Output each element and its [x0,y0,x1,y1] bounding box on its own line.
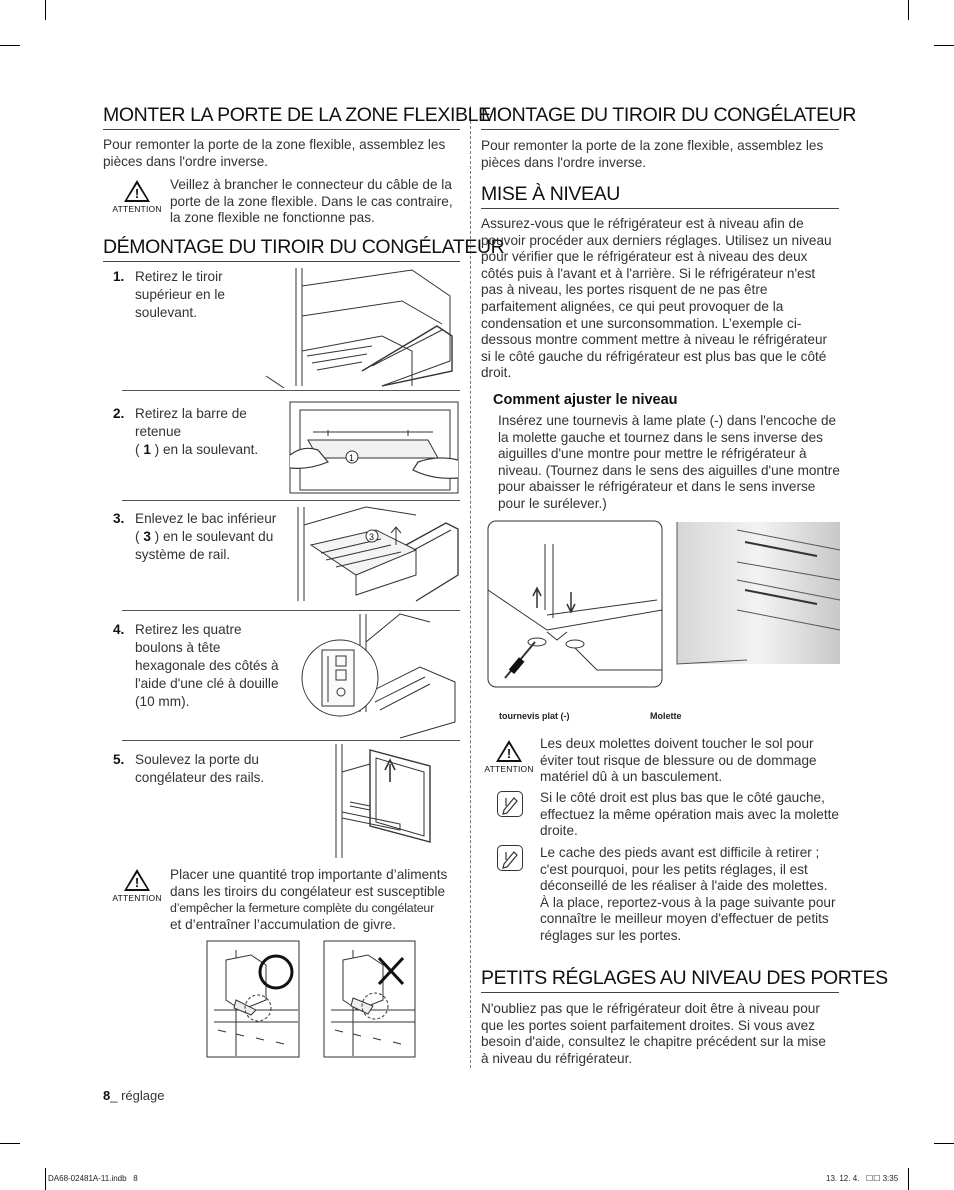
step-text: Retirez les quatre boulons à tête hexagonale des côtés à l'aide d'une clé à douille (10 mm). [135,622,279,709]
step-callout-ref: 3 [143,529,151,544]
step-text [135,405,270,459]
page-number: 8 [103,1088,111,1103]
attention-label: ATTENTION [112,893,162,903]
step-separator [122,740,460,741]
attention-icon: ! ATTENTION [112,180,162,214]
section-title-monter-porte: MONTER LA PORTE DE LA ZONE FLEXIBLE [103,104,491,126]
warning-molettes: Les deux molettes doivent toucher le sol pour éviter tout risque de blessure ou de dommage matériel dû à un basculement. [540,736,817,785]
crop-mark [908,1168,909,1190]
step-separator [122,500,460,501]
illustration-step-5 [330,742,442,860]
step-text: Retirez le tiroir supérieur en le soulevant. [135,269,225,320]
section-title-demontage: DÉMONTAGE DU TIROIR DU CONGÉLATEUR [103,236,505,258]
crop-mark [908,0,909,20]
note-icon [497,845,523,871]
step-separator [122,610,460,611]
step-text-c: ) en la soulevant. [154,442,259,457]
attention-icon: ! ATTENTION [112,869,162,903]
step-text-a: Enlevez le bac inférieur ( [135,511,277,544]
illustration-step-2 [288,400,460,495]
step-5 [113,751,283,785]
crop-mark [45,0,46,20]
step-callout-ref: 1 [143,442,151,457]
section-rule [481,992,839,993]
label-tournevis: tournevis plat (-) [499,711,570,721]
paragraph-monter-porte: Pour remonter la porte de la zone flexible, assemblez les pièces dans l'ordre inverse. [103,137,446,169]
callout-1: 1 [349,453,355,463]
paragraph-mise-a-niveau: Assurez-vous que le réfrigérateur est à niveau afin de pouvoir procéder aux derniers réglages. Utilisez un niveau pour vérifier que le réfrigérateur est à niveau des deux côtés puis à l'avant et à l'arrière. Si le réfrigérateur n'est pas à niveau, les portes risquent de ne pas être parfaitement alignées, ce qui peut provoquer de la condensation et une surconsommation. L’exemple ci-dessous montre comment mettre à niveau le réfrigérateur si le côté gauche du réfrigérateur est plus bas que le côté droit. [481,216,832,381]
section-rule [481,208,839,209]
illustration-incorrect [323,940,416,1058]
illustration-correct [206,940,300,1058]
page-section-label: _ réglage [110,1088,165,1103]
note-cache-pieds: Le cache des pieds avant est difficile à retirer ; c'est pourquoi, pour les petits réglages, il est déconseillé de les réaliser à l'aide des molettes. À la place, reportez-vous à la page suivante pour connaître le meilleur moyen d'effectuer de petits réglages sur les portes. [540,845,836,943]
crop-mark [934,45,954,46]
step-number: 1. [113,269,125,284]
step-text [135,510,280,564]
step-number: 5. [113,752,125,767]
step-number: 4. [113,622,125,637]
section-title-montage: MONTAGE DU TIROIR DU CONGÉLATEUR [481,104,857,126]
print-file-info: DA68-02481A-11.indb 8 [48,1174,138,1183]
paragraph-montage: Pour remonter la porte de la zone flexible, assemblez les pièces dans l'ordre inverse. [481,138,824,170]
page-footer [103,1088,164,1103]
warning-text-a: Placer une quantité trop importante d’aliments dans les tiroirs du congélateur est susceptible [170,867,448,899]
callout-3: 3 [369,532,375,542]
step-1 [113,268,263,320]
attention-label: ATTENTION [112,204,162,214]
step-4 [113,621,283,709]
illustration-step-4 [300,612,460,740]
paragraph-ajuster: Insérez une tournevis à lame plate (-) dans l'encoche de la molette gauche et tournez dans le sens inverse des aiguilles d'une montre pour mettre le réfrigérateur à niveau. (Tournez dans le sens des aiguilles d'une montre pour abaisser le réfrigérateur et dans le sens inverse pour le surélever.) [498,413,840,511]
crop-mark [934,1143,954,1144]
illustration-leveling [487,520,840,708]
section-title-petits-reglages: PETITS RÉGLAGES AU NIVEAU DES PORTES [481,967,888,989]
warning-text-b: d’empêcher la fermeture complète du congélateur [170,901,435,916]
warning-surcharge [170,867,462,933]
label-molette: Molette [650,711,682,721]
crop-mark [45,1168,46,1190]
attention-label: ATTENTION [484,764,534,774]
step-2 [113,405,273,457]
attention-icon: ! ATTENTION [484,740,534,774]
section-rule [103,129,460,130]
warning-text-c: et d’entraîner l’accumulation de givre. [170,916,396,932]
crop-mark [0,1143,20,1144]
illustration-step-3 [296,505,460,603]
step-text: Soulevez la porte du congélateur des rails. [135,752,265,785]
crop-mark [0,45,20,46]
subheading-ajuster: Comment ajuster le niveau [493,392,678,408]
section-rule [103,261,460,262]
section-title-mise-a-niveau: MISE À NIVEAU [481,183,620,205]
section-rule [481,129,839,130]
step-number: 3. [113,511,125,526]
step-text-a: Retirez la barre de retenue [135,406,247,439]
step-number: 2. [113,406,125,421]
paragraph-petits-reglages: N'oubliez pas que le réfrigérateur doit être à niveau pour que les portes soient parfaitement droites. Si vous avez besoin d'aide, consultez le chapitre précédent sur la mise à niveau du réfrigérateur. [481,1001,826,1066]
step-3 [113,510,278,562]
warning-connecteur: Veillez à brancher le connecteur du câble de la porte de la zone flexible. Dans le cas contraire, la zone flexible ne fonctionne pas. [170,177,453,226]
illustration-step-1 [262,266,462,388]
step-text-b: ( [135,442,140,457]
step-separator [122,390,460,391]
print-date-info: 13. 12. 4. ☐☐ 3:35 [826,1174,899,1183]
note-cote-droit: Si le côté droit est plus bas que le côté gauche, effectuez la même opération mais avec la molette droite. [540,790,839,839]
note-icon [497,791,523,817]
step-text-c: ) en le soulevant du système de rail. [135,529,274,562]
